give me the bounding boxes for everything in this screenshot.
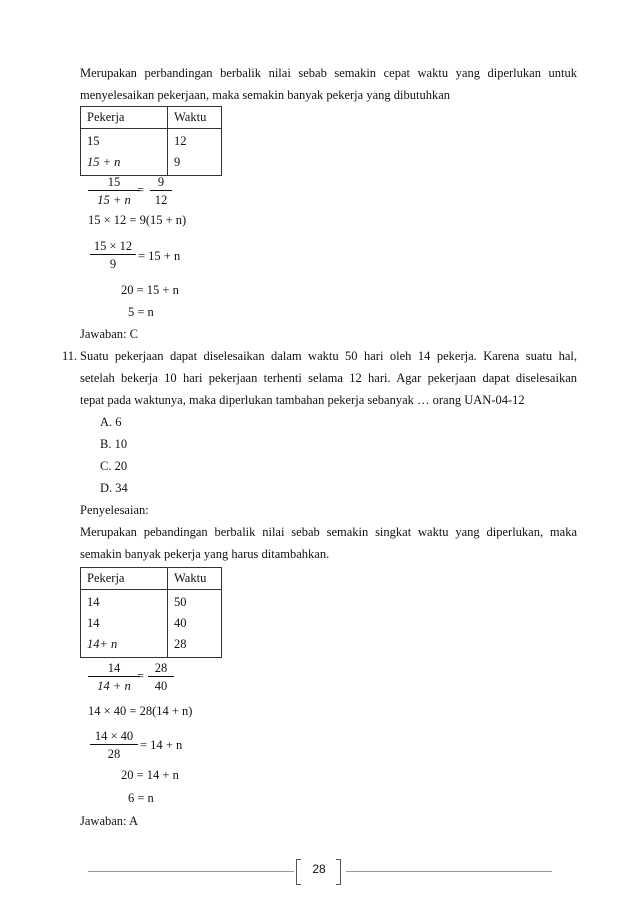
calc-2-fraction-left [88, 660, 140, 695]
explain-line-2: semakin banyak pekerja yang harus ditambahkan. [80, 547, 330, 561]
explain-line-1: Merupakan pebandingan berbalik nilai sebab semakin singkat waktu yang diperlukan, maka [80, 525, 577, 539]
table-1-pekerja-row: 15 + n [87, 155, 121, 169]
calc-1-equals: = [137, 183, 145, 197]
table-2-pekerja-row: 14 [87, 616, 100, 630]
fraction-numerator: 28 [148, 660, 174, 677]
calc-1-step-2: 15 × 12 = 9(15 + n) [88, 213, 187, 227]
table-1-pekerja-cell [81, 129, 168, 176]
fraction-numerator: 9 [150, 174, 172, 191]
page-number-bracket-right [336, 859, 341, 885]
question-line-1: Suatu pekerjaan dapat diselesaikan dalam waktu 50 hari oleh 14 pekerja. Karena suatu hal, [80, 349, 577, 363]
table-2-pekerja-row: 14 [87, 595, 100, 609]
fraction-denominator: 14 + n [97, 679, 131, 693]
calc-2-step-5: 6 = n [128, 791, 154, 805]
option-a: A. 6 [100, 415, 122, 429]
calc-1-fraction-right [150, 174, 172, 209]
calc-1-fraction-left [88, 174, 140, 209]
table-2-waktu-row: 40 [174, 616, 187, 630]
calc-2-step-2: 14 × 40 = 28(14 + n) [88, 704, 193, 718]
intro-line-2: menyelesaikan pekerjaan, maka semakin banyak pekerja yang dibutuhkan [80, 88, 450, 102]
calc-1-step-3-rhs: = 15 + n [138, 249, 181, 263]
question-line-2: setelah bekerja 10 hari pekerjaan terhenti selama 12 hari. Agar pekerjaan dapat diselesaikan [80, 371, 577, 385]
fraction-denominator: 9 [109, 257, 117, 271]
question-number: 11. [62, 349, 78, 363]
fraction-denominator: 28 [107, 747, 121, 761]
fraction-numerator: 15 [88, 174, 140, 191]
calc-2-equals: = [137, 669, 145, 683]
option-b: B. 10 [100, 437, 128, 451]
table-1-waktu-row: 12 [174, 134, 187, 148]
footer-rule-left [88, 871, 294, 872]
calc-2-fraction-step-3 [90, 728, 138, 763]
question-line-3: tepat pada waktunya, maka diperlukan tambahan pekerja sebanyak … orang UAN-04-12 [80, 393, 525, 407]
table-2-waktu-row: 50 [174, 595, 187, 609]
intro-line-1: Merupakan perbandingan berbalik nilai sebab semakin cepat waktu yang diperlukan untuk [80, 66, 577, 80]
fraction-denominator: 12 [154, 193, 168, 207]
table-1-waktu-cell [168, 129, 222, 176]
table-2 [80, 567, 222, 658]
page-number: 28 [312, 862, 326, 876]
calc-2-fraction-right [148, 660, 174, 695]
fraction-numerator: 15 × 12 [90, 238, 136, 255]
table-1-header-pekerja: Pekerja [81, 107, 168, 129]
calc-1-step-5: 5 = n [128, 305, 154, 319]
table-2-waktu-cell [168, 590, 222, 658]
table-2-pekerja-cell [81, 590, 168, 658]
table-2-header-pekerja: Pekerja [81, 568, 168, 590]
table-1-header-waktu: Waktu [168, 107, 222, 129]
page-number-bracket-left [296, 859, 301, 885]
table-2-waktu-row: 28 [174, 637, 187, 651]
table-2-pekerja-row: 14+ n [87, 637, 118, 651]
table-1-pekerja-row: 15 [87, 134, 100, 148]
option-c: C. 20 [100, 459, 128, 473]
table-1-waktu-row: 9 [174, 155, 181, 169]
calc-2-step-4: 20 = 14 + n [121, 768, 179, 782]
fraction-denominator: 15 + n [97, 193, 131, 207]
solution-label: Penyelesaian: [80, 503, 149, 517]
fraction-denominator: 40 [154, 679, 168, 693]
option-d: D. 34 [100, 481, 128, 495]
table-1 [80, 106, 222, 176]
fraction-numerator: 14 [88, 660, 140, 677]
calc-1-fraction-step-3 [90, 238, 136, 273]
footer-rule-right [346, 871, 552, 872]
calc-1-step-4: 20 = 15 + n [121, 283, 179, 297]
fraction-numerator: 14 × 40 [90, 728, 138, 745]
answer-2: Jawaban: A [80, 814, 138, 828]
answer-1: Jawaban: C [80, 327, 138, 341]
calc-2-step-3-rhs: = 14 + n [140, 738, 183, 752]
table-2-header-waktu: Waktu [168, 568, 222, 590]
